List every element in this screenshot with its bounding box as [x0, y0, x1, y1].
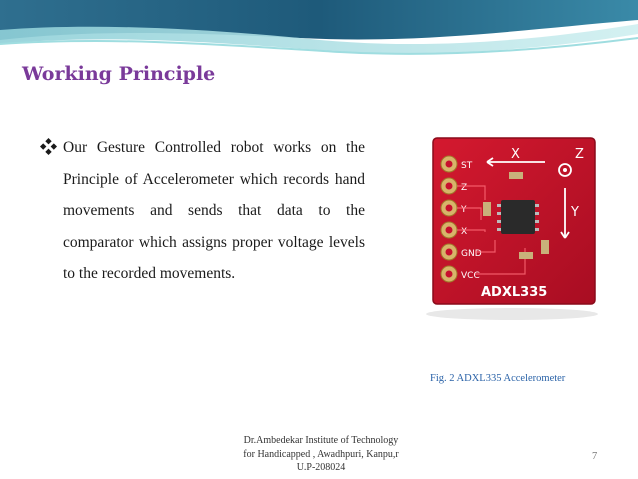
axis-z-label: Z [575, 147, 584, 162]
axis-x-label: X [511, 147, 520, 162]
footer-line-2: for Handicapped , Awadhpuri, Kanpu,r [243, 448, 399, 460]
pin-label-st: ST [461, 161, 473, 171]
pin-label-z: Z [461, 183, 468, 193]
axis-y-label: Y [571, 205, 579, 220]
footer-line-1: Dr.Ambedekar Institute of Technology [243, 435, 399, 446]
adxl335-accelerometer-photo [415, 128, 609, 328]
pin-label-gnd: GND [461, 249, 482, 259]
body-paragraph: Our Gesture Controlled robot works on the Principle of Accelerometer which records hand movements and sends that data to the comparator which assigns proper voltage levels to the recorded movements. [63, 139, 365, 282]
sensor-chip [501, 200, 535, 234]
pin-label-x: X [461, 227, 468, 237]
header-wave-decoration [0, 0, 638, 60]
pin-label-vcc: VCC [461, 271, 480, 281]
part-label: ADXL335 [481, 285, 548, 300]
footer-line-3: U.P-208024 [296, 462, 346, 473]
footer-institute [218, 434, 424, 475]
four-diamond-bullet-icon [40, 138, 57, 155]
page-number: 7 [592, 451, 598, 462]
figure-caption: Fig. 2 ADXL335 Accelerometer [430, 373, 566, 384]
slide-title: Working Principle [22, 63, 216, 85]
pin-label-y: Y [461, 205, 467, 215]
